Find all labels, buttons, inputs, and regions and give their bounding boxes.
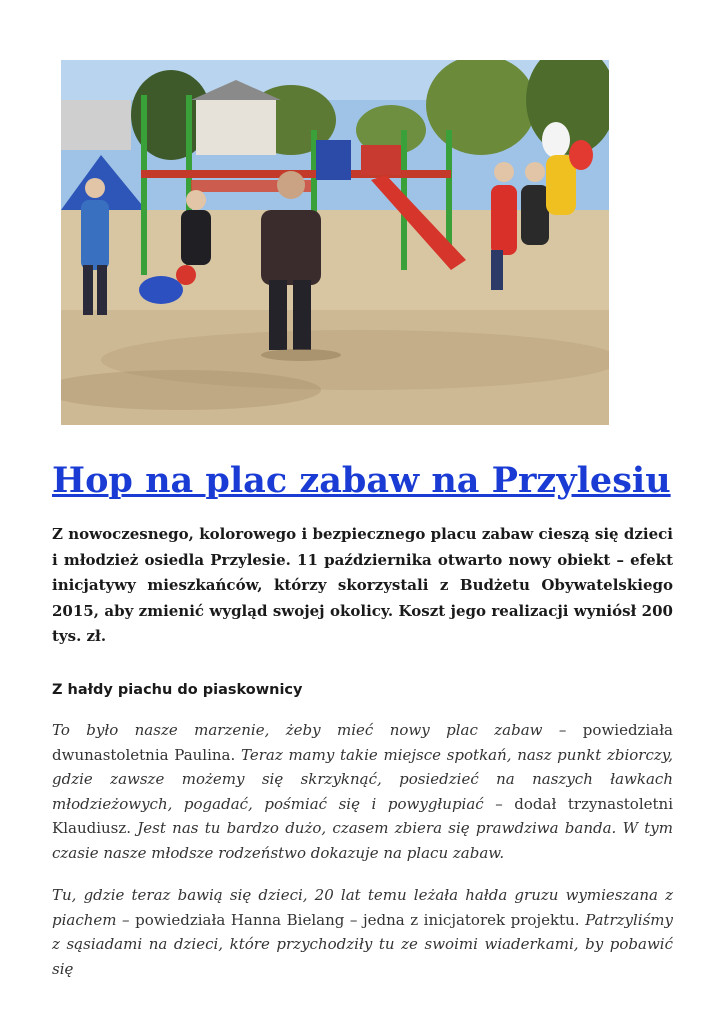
section-heading: Z hałdy piachu do piaskownicy [52,682,303,698]
article-paragraph-2 [52,883,673,981]
quote: To było nasze marzenie, żeby mieć nowy plac zabaw [52,721,543,739]
paragraph-text: – powiedziała dwunastoletnia Paulina. [52,721,674,764]
paragraph-text: – powiedziała Hanna Bielang – jedna z inicjatorek projektu. [116,910,586,929]
quote: Jest nas tu bardzo dużo, czasem zbiera się prawdziwa banda. W tym czasie nasze młodsze rodzeństwo dokazuje na placu zabaw. [52,819,673,862]
paragraph-text: – dodał trzynastoletni Klaudiusz. [52,794,673,838]
article-lead: Z nowoczesnego, kolorowego i bezpiecznego placu zabaw cieszą się dzieci i młodzież osiedla Przylesie. 11 października otwarto nowy obiekt – efekt inicjatywy mieszkańców, którzy skorzystali z Budżetu Obywatelskiego 2015, aby zmienić wygląd swojej okolicy. Koszt jego realizacji wyniósł 200 tys. zł. [52,525,673,645]
article-title[interactable]: Hop na plac zabaw na Przylesiu [52,460,671,501]
quote: Teraz mamy takie miejsce spotkań, nasz punkt zbiorczy, gdzie zawsze możemy się skrzyknąć, posiedzieć na naszych ławkach młodzieżowych, pogadać, pośmiać się i powygłupiać [52,745,674,813]
quote: Tu, gdzie teraz bawią się dzieci, 20 lat temu leżała hałda gruzu wymieszana z piachem [52,886,673,929]
article-paragraph-1 [52,718,673,866]
article-photo [61,60,609,425]
quote: Patrzyliśmy z sąsiadami na dzieci, które przychodziły tu ze swoimi wiaderkami, by pobawić się [52,910,673,978]
